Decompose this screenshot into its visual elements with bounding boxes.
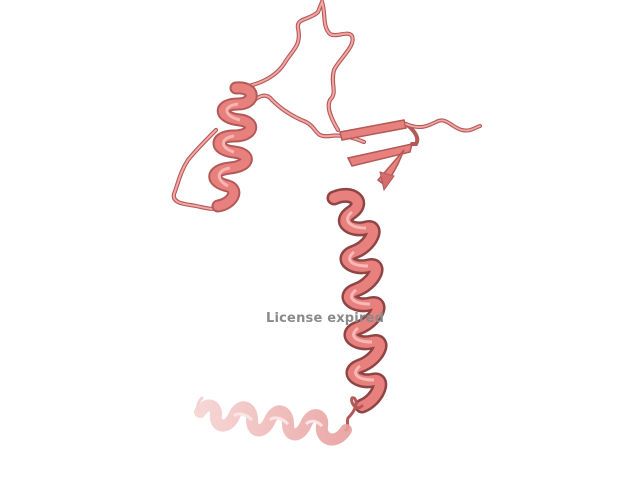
helix-a-upper-left: [215, 88, 252, 206]
license-watermark-text: License expired: [266, 311, 385, 326]
c-terminal-tail-coil: [406, 120, 480, 130]
helix-c-faded-lower: [198, 398, 346, 440]
helix-b-long-central: [334, 195, 380, 406]
beta-sheet: [340, 120, 417, 190]
